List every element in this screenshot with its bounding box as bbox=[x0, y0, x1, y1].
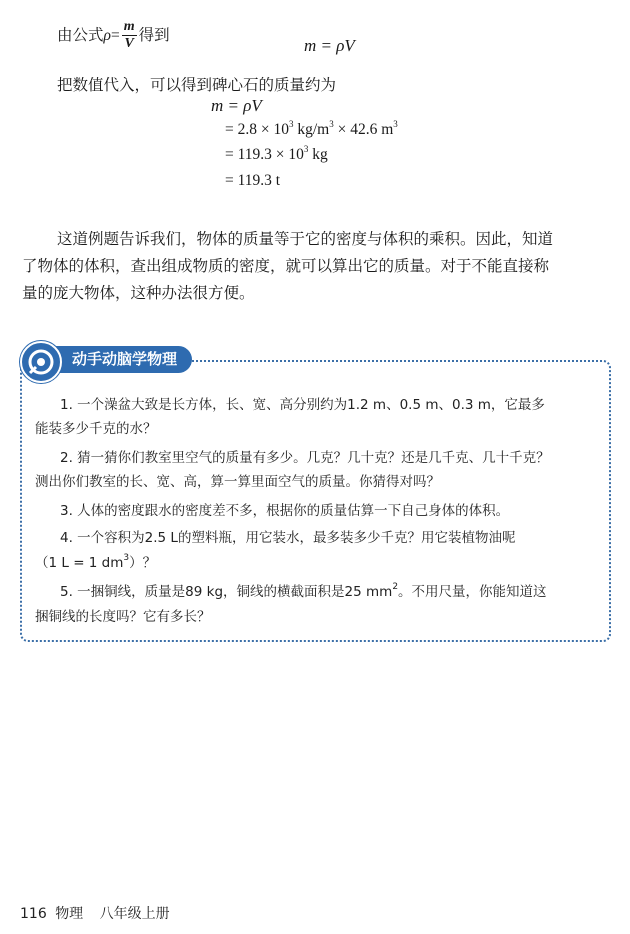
calc-2-mid: kg/m bbox=[293, 121, 330, 138]
calc-3-sup: 3 bbox=[303, 144, 309, 154]
exercise-title: 动手动脑学物理 bbox=[72, 350, 178, 368]
exercise-2-line-1: 2. 猜一猜你们教室里空气的质量有多少。几克？几十克？还是几千克、几十千克？ bbox=[60, 450, 550, 466]
fraction-denominator: V bbox=[124, 36, 134, 51]
exercise-1-line-1: 1. 一个澡盆大致是长方体，长、宽、高分别约为1.2 m、0.5 m、0.3 m，它最多 bbox=[60, 397, 545, 413]
exercise-4-unit-sup: 3 bbox=[123, 553, 130, 563]
calc-2-pre: = 2.8 × 10 bbox=[225, 121, 289, 138]
exercise-5-text: 5. 一捆铜线，质量是89 kg，铜线的横截面积是25 mm bbox=[60, 584, 393, 600]
exercise-4-unit-post: ）？ bbox=[129, 555, 157, 571]
exercise-5-line-2: 捆铜线的长度吗？它有多长？ bbox=[35, 609, 211, 625]
formula-intro bbox=[57, 20, 170, 51]
page-number: 116 bbox=[20, 906, 47, 922]
calc-2-sup2: 3 bbox=[329, 119, 334, 129]
m-over-v-fraction bbox=[122, 20, 137, 51]
exercise-4-line-2 bbox=[35, 551, 156, 571]
calc-2-sup3: 3 bbox=[393, 119, 398, 129]
exercise-1-line-2: 能装多少千克的水？ bbox=[35, 421, 157, 437]
formula-m-rho-v: m = ρV bbox=[304, 36, 355, 55]
paragraph-line-2: 了物体的体积，查出组成物质的密度，就可以算出它的质量。对于不能直接称 bbox=[22, 257, 550, 275]
exercise-2-line-2: 测出你们教室的长、宽、高，算一算里面空气的质量。你猜得对吗？ bbox=[35, 474, 440, 490]
calc-line-3 bbox=[225, 146, 328, 164]
formula-intro-suffix: 得到 bbox=[138, 26, 170, 44]
calc-line-2 bbox=[225, 121, 398, 139]
calc-line-1: m = ρV bbox=[211, 96, 262, 115]
exercise-5-sup: 2 bbox=[392, 582, 399, 592]
calc-3-post: kg bbox=[308, 146, 328, 163]
exercise-4-line-1: 4. 一个容积为2.5 L的塑料瓶，用它装水，最多装多少千克？用它装植物油呢 bbox=[60, 530, 516, 546]
formula-intro-prefix: 由公式 bbox=[57, 26, 104, 44]
exercise-3-line-1: 3. 人体的密度跟水的密度差不多，根据你的质量估算一下自己身体的体积。 bbox=[60, 503, 510, 519]
footer-volume: 八年级上册 bbox=[99, 906, 170, 922]
fraction-numerator: m bbox=[123, 19, 135, 34]
footer-subject: 物理 bbox=[55, 906, 84, 922]
exercise-5-tail: 。不用尺量，你能知道这 bbox=[398, 584, 547, 600]
exercise-4-unit-pre: （1 L = 1 dm bbox=[35, 555, 124, 571]
calc-3-pre: = 119.3 × 10 bbox=[225, 146, 304, 163]
paragraph-line-1: 这道例题告诉我们，物体的质量等于它的密度与体积的乘积。因此，知道 bbox=[57, 230, 554, 248]
equals-sign: = bbox=[110, 27, 120, 44]
exercise-5-line-1 bbox=[60, 580, 547, 600]
paragraph-line-3: 量的庞大物体，这种办法很方便。 bbox=[22, 284, 255, 302]
rho-symbol: ρ bbox=[103, 27, 111, 44]
calc-2-post: × 42.6 m bbox=[333, 121, 394, 138]
page-footer bbox=[20, 903, 170, 923]
section-logo-icon bbox=[20, 341, 62, 383]
calc-2-sup1: 3 bbox=[288, 119, 294, 129]
calc-line-4: = 119.3 t bbox=[225, 172, 281, 189]
logo-mark-icon bbox=[22, 343, 60, 381]
substitute-text: 把数值代入，可以得到碑心石的质量约为 bbox=[57, 76, 337, 94]
